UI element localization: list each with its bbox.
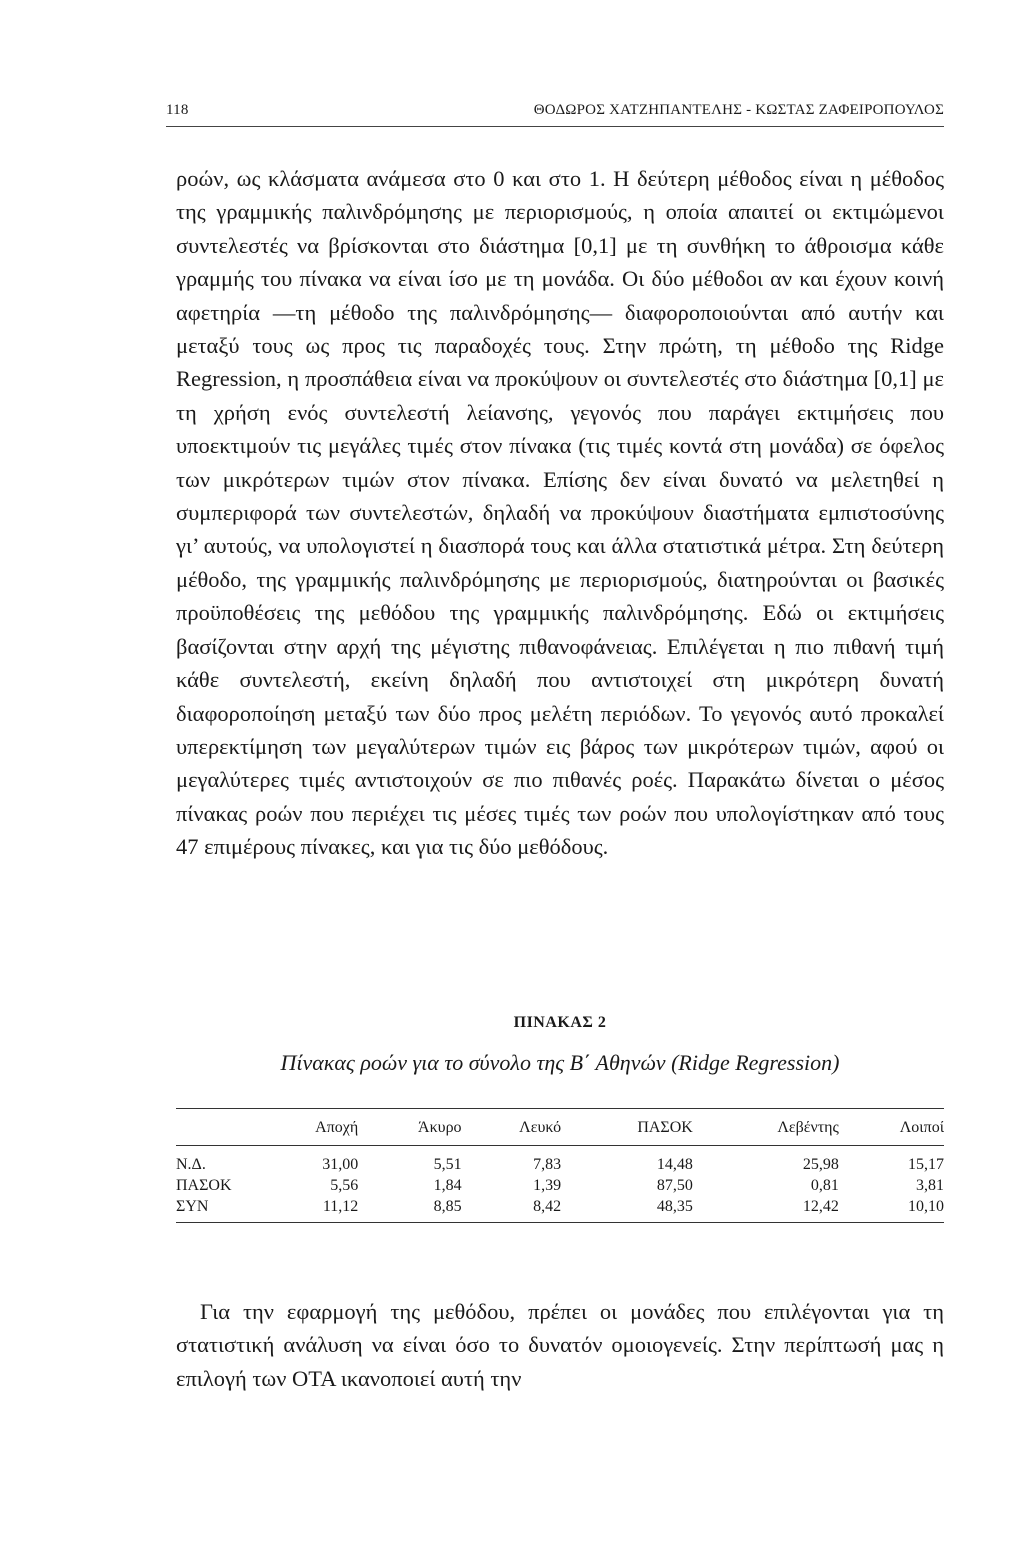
table-cell: 8,42 (533, 1198, 562, 1215)
table-cell: 12,42 (802, 1198, 839, 1215)
table-cell: 15,17 (908, 1156, 944, 1173)
row-label: ΣΥΝ (176, 1198, 209, 1215)
table-header-row (176, 1109, 944, 1146)
table-header-cell: Άκυρο (418, 1119, 462, 1136)
row-label: Ν.Δ. (176, 1156, 206, 1173)
flow-table-grid (176, 1108, 944, 1223)
row-label: ΠΑΣΟΚ (176, 1177, 232, 1194)
table-cell: 5,51 (433, 1156, 462, 1173)
table-cell: 31,00 (322, 1156, 359, 1173)
table-cell: 11,12 (322, 1198, 359, 1215)
running-header (166, 102, 944, 127)
table-cell: 87,50 (656, 1177, 693, 1194)
page-number: 118 (166, 102, 189, 118)
table-header-cell: Αποχή (315, 1119, 359, 1136)
table-row (176, 1175, 944, 1196)
table-cell: 10,10 (908, 1198, 944, 1215)
table-cell: 48,35 (656, 1198, 693, 1215)
table-header-cell: Λευκό (519, 1119, 562, 1136)
table-cell: 8,85 (433, 1198, 462, 1215)
table-cell: 1,84 (433, 1177, 462, 1194)
table-header-cell: Λοιποί (899, 1119, 944, 1136)
table-header-cell: Λεβέντης (777, 1119, 839, 1136)
table-cell: 7,83 (533, 1156, 562, 1173)
body-paragraph-1: ροών, ως κλάσματα ανάμεσα στο 0 και στο 1. Η δεύτερη μέθοδος είναι η μέθοδος της γραμμικής παλινδρόμησης με περιορισμούς, η οποία απαιτεί οι εκτιμώμενοι συντελεστές να βρίσκονται στο διάστημα [0,1] με τη συνθήκη το άθροισμα κάθε γραμμής του πίνακα να είναι ίσο με τη μονάδα. Οι δύο μέθοδοι αν και έχουν κοινή αφετηρία —τη μέθοδο της παλινδρόμησης— διαφοροποιούνται από αυτήν και μεταξύ τους ως προς τις παραδοχές τους. Στην πρώτη, τη μέθοδο της Ridge Regression, η προσπάθεια είναι να προκύψουν οι συντελεστές στο διάστημα [0,1] με τη χρήση ενός συντελεστή λείανσης, γεγονός που παράγει εκτιμήσεις που υποεκτιμούν τις μεγάλες τιμές στον πίνακα (τις τιμές κοντά στη μονάδα) σε όφελος των μικρότερων τιμών στον πίνακα. Επίσης δεν είναι δυνατό να μελετηθεί η συμπεριφορά των συντελεστών, δηλαδή να προκύψουν διαστήματα εμπιστοσύνης γι’ αυτούς, να υπολογιστεί η διασπορά τους και άλλα στατιστικά μέτρα. Στη δεύτερη μέθοδο, της γραμμικής παλινδρόμησης με περιορισμούς, διατηρούνται οι βασικές προϋποθέσεις της μεθόδου της γραμμικής παλινδρόμησης. Εδώ οι εκτιμήσεις βασίζονται στην αρχή της μέγιστης πιθανοφάνειας. Επιλέγεται η πιο πιθανή τιμή κάθε συντελεστή, εκείνη δηλαδή που αντιστοιχεί στη μικρότερη δυνατή διαφοροποίηση μεταξύ των δύο προς μελέτη περιόδων. Το γεγονός αυτό προκαλεί υπερεκτίμηση των μεγαλύτερων τιμών εις βάρος των μικρότερων τιμών, αφού οι μεγαλύτερες τιμές αντιστοιχούν σε πιο πιθανές ροές. Παρακάτω δίνεται ο μέσος πίνακας ροών που περιέχει τις μέσες τιμές των ροών που υπολογίστηκαν από τους 47 επιμέρους πίνακες, και για τις δύο μεθόδους. (176, 166, 944, 860)
table-cell: 1,39 (533, 1177, 562, 1194)
table-row (176, 1146, 944, 1176)
flow-table (176, 1108, 944, 1223)
table-cell: 5,56 (330, 1177, 359, 1194)
table-cell: 3,81 (916, 1177, 944, 1194)
table-row (176, 1196, 944, 1223)
running-header-authors: ΘΟΔΩΡΟΣ ΧΑΤΖΗΠΑΝΤΕΛΗΣ - ΚΩΣΤΑΣ ΖΑΦΕΙΡΟΠΟΥΛΟΣ (533, 102, 944, 118)
table-header-cell (176, 1109, 256, 1146)
table-label: ΠΙΝΑΚΑΣ 2 (513, 1014, 607, 1031)
table-cell: 0,81 (810, 1177, 839, 1194)
table-header-cell: ΠΑΣΟΚ (637, 1119, 693, 1136)
table-cell: 14,48 (656, 1156, 693, 1173)
table-cell: 25,98 (802, 1156, 839, 1173)
body-paragraph-2: Για την εφαρμογή της μεθόδου, πρέπει οι μονάδες που επιλέγονται για τη στατιστική ανάλυση να είναι όσο το δυνατόν ομοιογενείς. Στην περίπτωσή μας η επιλογή των ΟΤΑ ικανοποιεί αυτή την (176, 1299, 944, 1391)
table-caption: Πίνακας ροών για το σύνολο της Β΄ Αθηνών (Ridge Regression) (280, 1050, 840, 1075)
